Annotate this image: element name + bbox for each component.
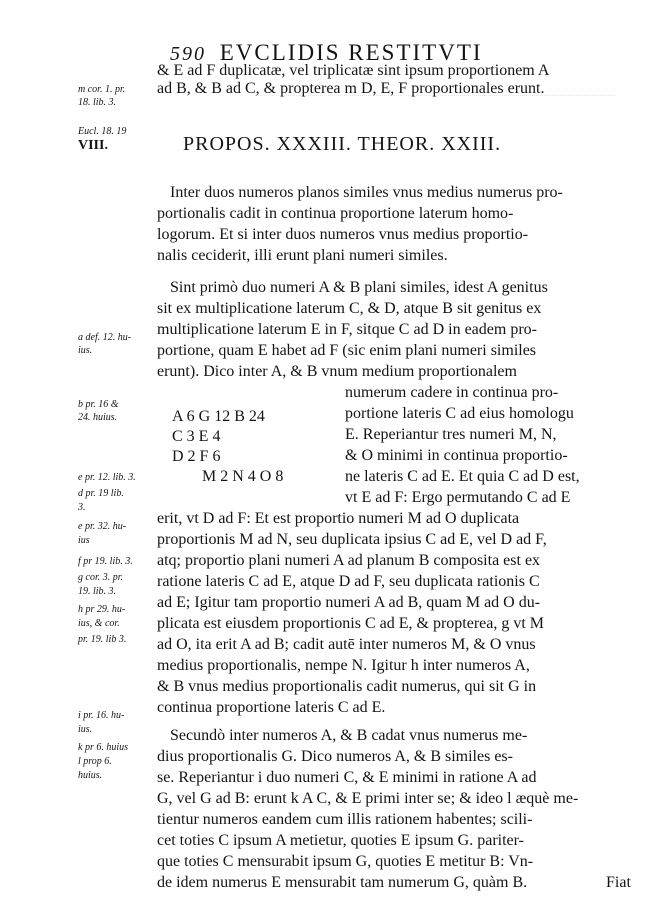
text-line: ne lateris C ad E. Et quia C ad D est,	[345, 468, 580, 485]
text-line: ad B, & B ad C, & propterea m D, E, F proportionales erunt.	[157, 80, 545, 97]
text-line: se. Reperiantur i duo numeri C, & E minimi in ratione A ad	[157, 769, 537, 786]
enunciation-line: logorum. Et si inter duos numeros vnus medius proportio-	[157, 226, 529, 243]
margin-note: ius, & cor.	[78, 618, 120, 629]
text-line: tientur numeros eandem cum illis rationem habentes; scili-	[157, 811, 533, 828]
margin-note: 24. huius.	[78, 412, 118, 423]
text-line: Secundò inter numeros A, & B cadat vnus numerus me-	[170, 727, 528, 744]
text-line: proportionis M ad N, seu duplicata ipsius C ad E, vel D ad F,	[157, 531, 547, 548]
table-row: M 2 N 4 O 8	[202, 468, 284, 485]
margin-note: m cor. 1. pr.	[78, 84, 126, 95]
text-line: vt E ad F: Ergo permutando C ad E	[345, 489, 571, 506]
margin-note: k pr 6. huius	[78, 742, 128, 753]
text-line: ad O, ita erit A ad B; cadit autē inter numeros M, & O vnus	[157, 636, 536, 653]
text-line: atq; proportio plani numeri A ad planum B composita est ex	[157, 552, 541, 569]
text-line: erunt). Dico inter A, & B vnum medium proportionalem	[157, 363, 517, 380]
margin-note: d pr. 19 lib.	[78, 488, 124, 499]
margin-note: a def. 12. hu-	[78, 332, 132, 343]
margin-note: 19. lib. 3.	[78, 586, 117, 597]
table-row: A 6 G 12 B 24	[172, 408, 265, 425]
text-line: plicata est eiusdem proportionis C ad E, & propterea, g vt M	[157, 615, 545, 632]
text-line: Sint primò duo numeri A & B plani similes, idest A genitus	[170, 279, 548, 296]
text-line: multiplicatione laterum E in F, sitque C ad D in eadem pro-	[157, 321, 537, 338]
text-line: sit ex multiplicatione laterum C, & D, atque B sit genitus ex	[157, 300, 542, 317]
text-line: erit, vt D ad F: Et est proportio numeri M ad O duplicata	[157, 510, 520, 527]
enunciation-line: Inter duos numeros planos similes vnus medius numerus pro-	[170, 184, 563, 201]
proposition-title: PROPOS. XXXIII. THEOR. XXIII.	[183, 133, 502, 155]
text-line: G, vel G ad B: erunt k A C, & E primi inter se; & ideo l æquè me-	[157, 790, 579, 807]
text-line: ad E; Igitur tam proportio numeri A ad B, quam M ad O du-	[157, 594, 541, 611]
text-line: numerum cadere in continua pro-	[345, 384, 559, 401]
text-line: portione lateris C ad eius homologu	[345, 405, 574, 422]
text-line: medius proportionalis, nempe N. Igitur h inter numeros A,	[157, 657, 530, 674]
margin-note: pr. 19. lib 3.	[78, 634, 127, 645]
running-title: EVCLIDIS RESTITVTI	[219, 40, 483, 65]
margin-note: b pr. 16 &	[78, 399, 119, 410]
margin-note: VIII.	[78, 138, 108, 153]
text-line: & E ad F duplicatæ, vel triplicatæ sint ipsum proportionem A	[157, 62, 550, 79]
margin-note: ius.	[78, 724, 93, 735]
table-row: C 3 E 4	[172, 428, 221, 445]
text-line: portione, quam E habet ad F (sic enim plani numeri similes	[157, 342, 537, 359]
text-line: que toties C mensurabit ipsum G, quoties E metitur B: Vn-	[157, 853, 534, 870]
margin-note: l prop 6.	[78, 756, 112, 767]
catchword: Fiat	[606, 874, 631, 891]
text-line: continua proportione lateris C ad E.	[157, 699, 386, 716]
margin-note: f pr 19. lib. 3.	[78, 556, 133, 567]
bleed-through	[255, 95, 615, 126]
text-line: ratione lateris C ad E, atque D ad F, seu duplicata rationis C	[157, 573, 540, 590]
margin-note: g cor. 3. pr.	[78, 572, 124, 583]
text-line: de idem numerus E mensurabit tam numerum G, quàm B.	[157, 874, 528, 891]
text-line: & O minimi in continua proportio-	[345, 447, 568, 464]
enunciation-line: nalis ceciderit, illi erunt plani numeri similes.	[157, 247, 448, 264]
margin-note: i pr. 16. hu-	[78, 710, 125, 721]
margin-note: Eucl. 18. 19	[78, 126, 127, 137]
margin-note: e pr. 12. lib. 3.	[78, 472, 136, 483]
margin-note: huius.	[78, 770, 103, 781]
text-line: E. Reperiantur tres numeri M, N,	[345, 426, 557, 443]
margin-note: e pr. 32. hu-	[78, 521, 127, 532]
enunciation-line: portionalis cadit in continua proportione laterum homo-	[157, 205, 514, 222]
margin-note: ius	[78, 535, 90, 546]
margin-note: 3.	[78, 502, 86, 513]
text-line: dius proportionalis G. Dico numeros A, & B similes es-	[157, 748, 513, 765]
margin-note: h pr 29. hu-	[78, 604, 126, 615]
text-line: & B vnus medius proportionalis cadit numerus, qui sit G in	[157, 678, 537, 695]
margin-note: ius.	[78, 345, 93, 356]
text-line: cet toties C ipsum A metietur, quoties E ipsum G. pariter-	[157, 832, 524, 849]
table-row: D 2 F 6	[172, 448, 221, 465]
page-number: 590	[170, 43, 206, 65]
margin-note: 18. lib. 3.	[78, 97, 117, 108]
